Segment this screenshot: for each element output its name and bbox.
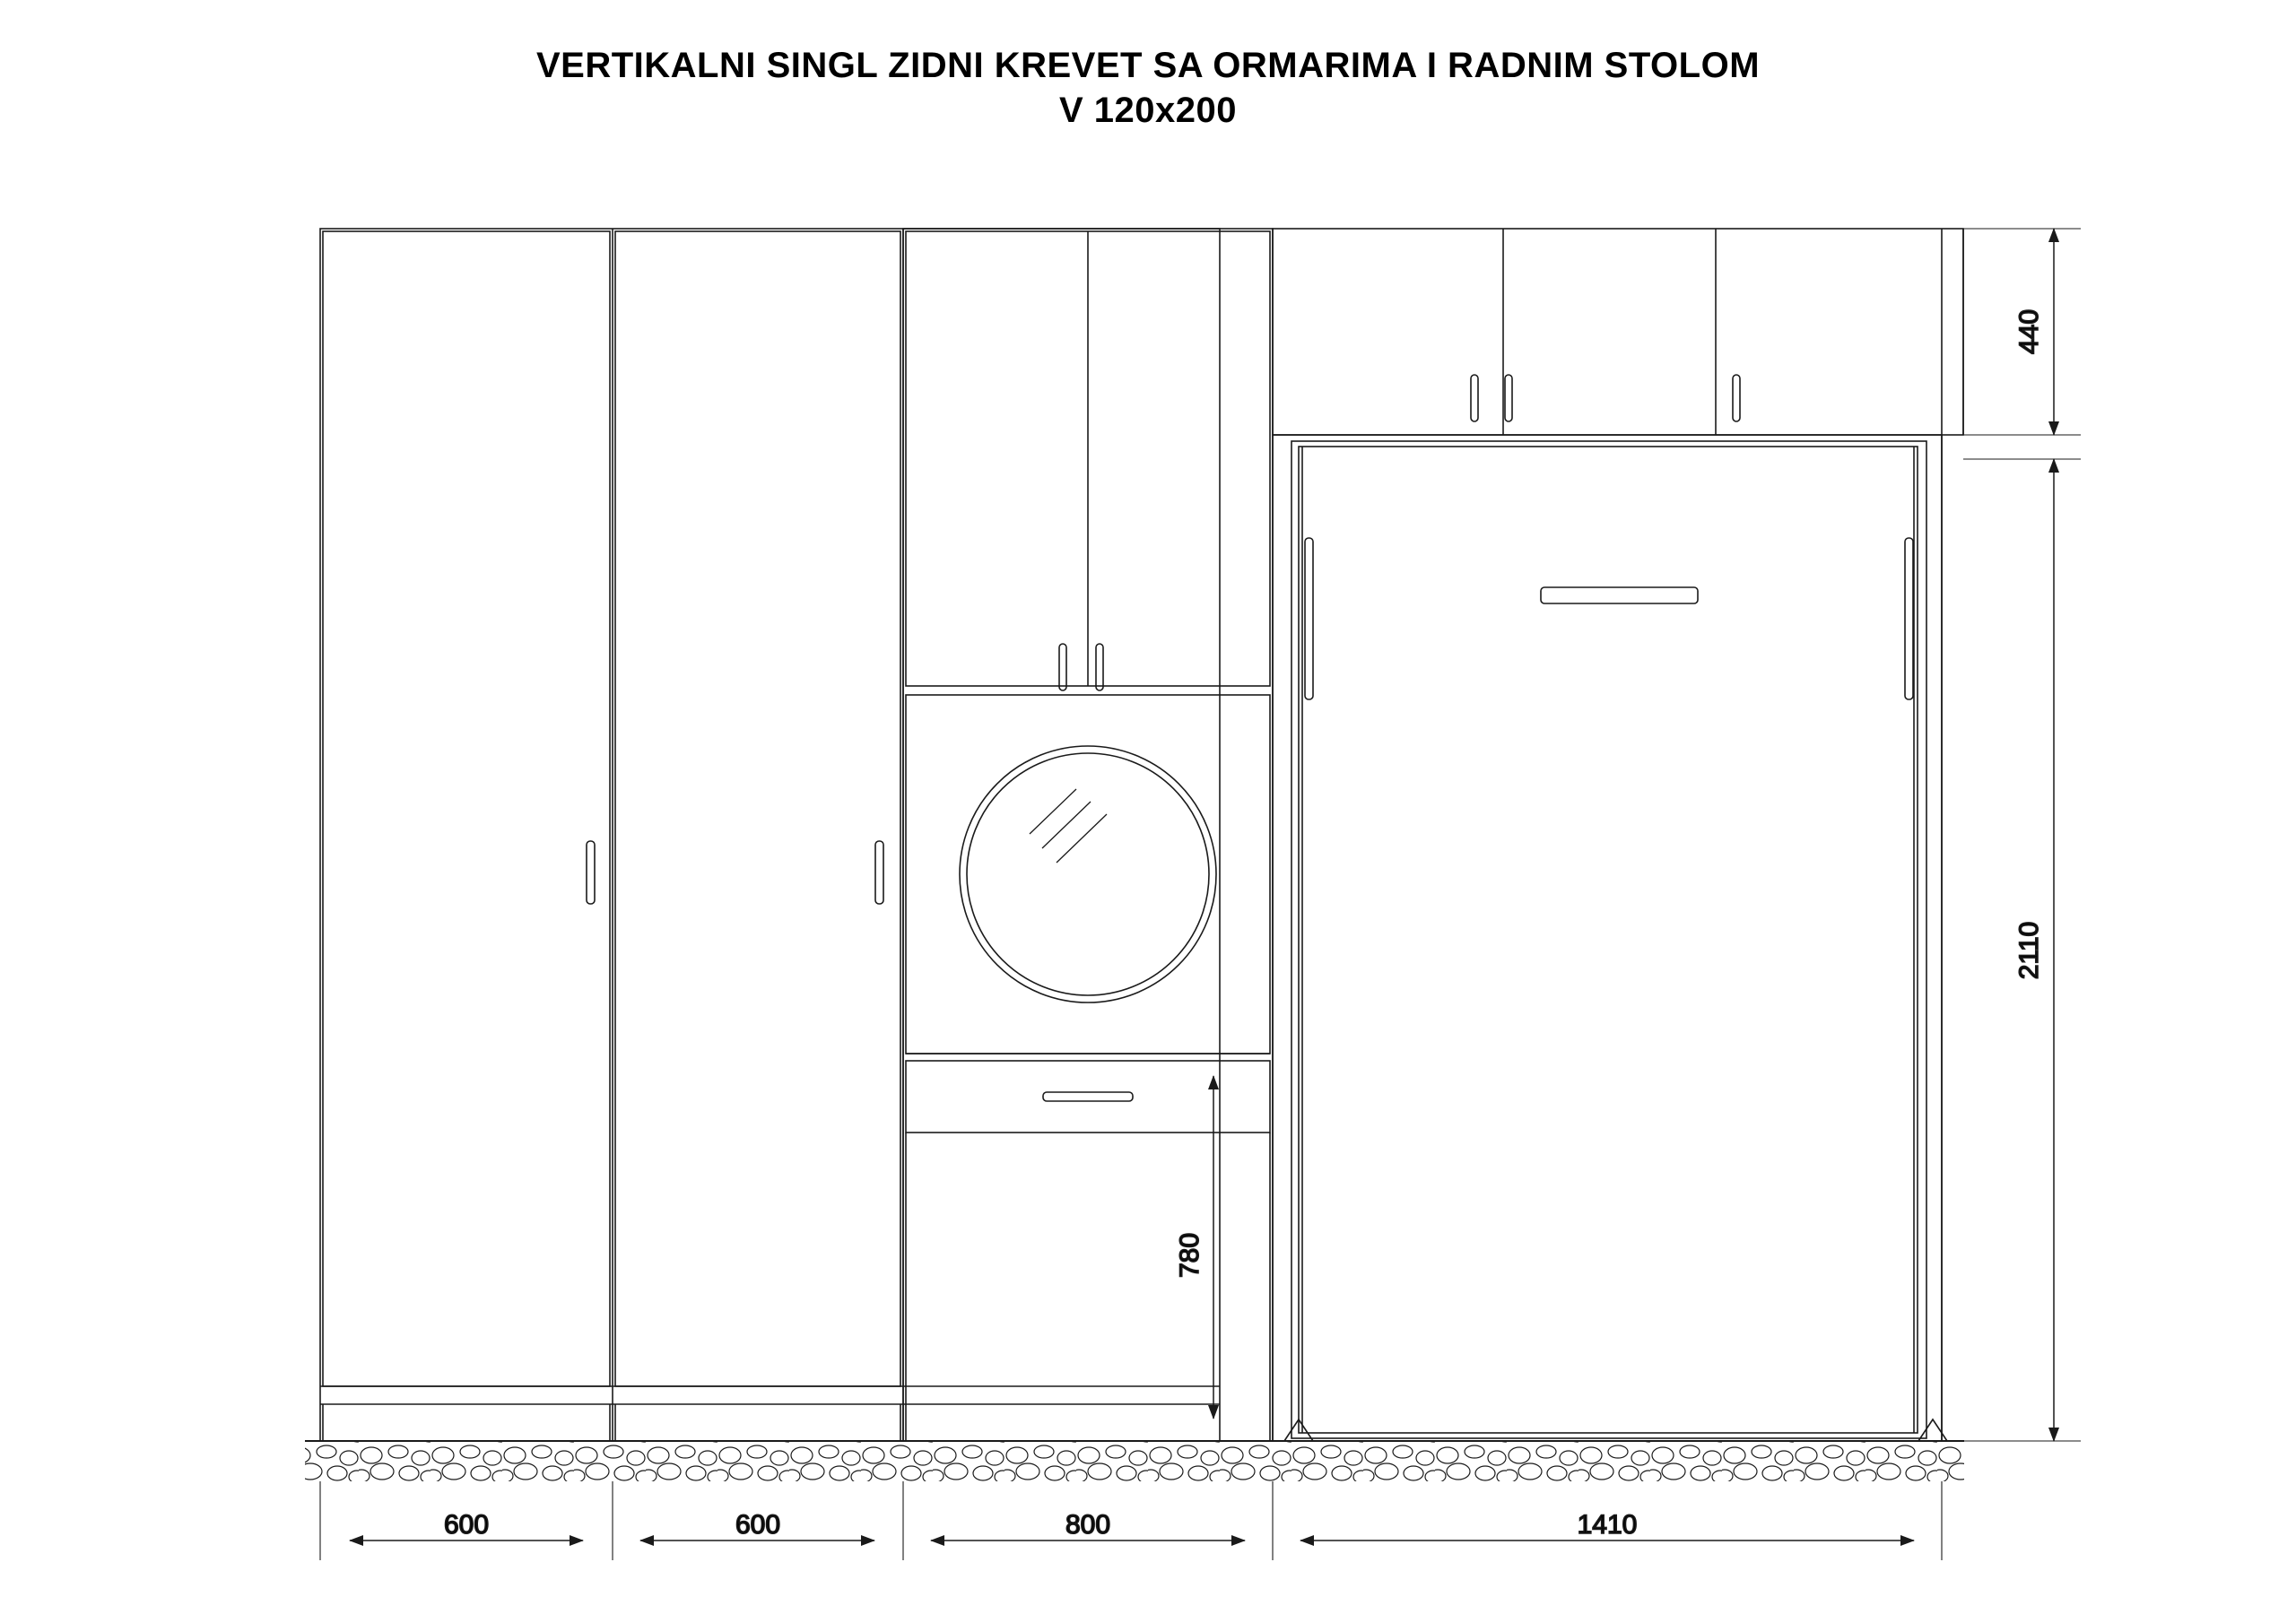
page-title-line-1: VERTIKALNI SINGL ZIDNI KREVET SA ORMARIMA I RADNIM STOLOM <box>535 46 1761 85</box>
handle-upper-cabinet-left <box>1059 644 1066 690</box>
dimension-row-horizontal <box>320 1481 1942 1560</box>
desk-drawer <box>906 1061 1270 1133</box>
dimension-label-600-b: 600 <box>735 1510 781 1540</box>
dimension-label-780: 780 <box>1175 1232 1205 1279</box>
handle-wall-bed <box>1541 587 1698 603</box>
dimension-label-800: 800 <box>1065 1510 1111 1540</box>
dimension-label-600-a: 600 <box>443 1510 490 1540</box>
dimension-label-1410: 1410 <box>1577 1510 1638 1540</box>
page-title-line-2: V 120x200 <box>1058 91 1237 130</box>
bed-side-strip-right <box>1905 538 1913 699</box>
dimension-label-2110: 2110 <box>2014 921 2044 980</box>
handle-wardrobe-door-1 <box>587 841 595 904</box>
middle-unit <box>903 229 1273 1441</box>
handle-top-cabinet-2 <box>1505 375 1512 421</box>
bed-side-strip-left <box>1305 538 1313 699</box>
round-mirror <box>960 746 1216 1002</box>
handle-desk-drawer <box>1043 1092 1133 1101</box>
handle-wardrobe-door-2 <box>875 841 883 904</box>
handle-top-cabinet-1 <box>1471 375 1478 421</box>
mirror-reflection-lines <box>1030 789 1107 863</box>
handle-upper-cabinet-right <box>1096 644 1103 690</box>
wall-bed-unit <box>1273 229 1963 1441</box>
dimension-label-440: 440 <box>2014 308 2044 355</box>
bed-front-panel <box>1292 441 1926 1438</box>
floor-line <box>305 1441 1964 1481</box>
handle-top-cabinet-3 <box>1733 375 1740 421</box>
